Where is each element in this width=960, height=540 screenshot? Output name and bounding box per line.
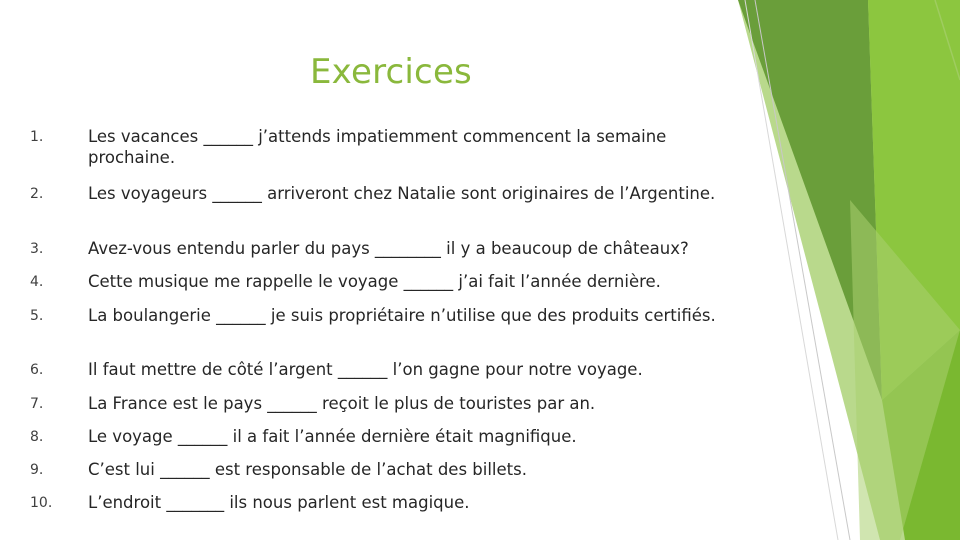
item-number: 4. <box>30 274 44 290</box>
item-text: Cette musique me rappelle le voyage ______ j’ai fait l’année dernière. <box>88 272 661 291</box>
item-text: La boulangerie ______ je suis propriétaire n’utilise que des produits certifiés. <box>88 306 716 325</box>
item-number: 3. <box>30 241 44 257</box>
item-number: 1. <box>30 129 44 145</box>
item-text: Les voyageurs ______ arriveront chez Natalie sont originaires de l’Argentine. <box>88 184 716 203</box>
item-text: Avez-vous entendu parler du pays ________ il y a beaucoup de châteaux? <box>88 239 689 258</box>
item-number: 5. <box>30 308 44 324</box>
item-number: 10. <box>30 495 53 511</box>
item-number: 8. <box>30 429 44 445</box>
item-number: 6. <box>30 362 44 378</box>
item-text: La France est le pays ______ reçoit le plus de touristes par an. <box>88 394 596 413</box>
item-number: 2. <box>30 186 44 202</box>
item-text: L’endroit _______ ils nous parlent est magique. <box>88 493 470 512</box>
item-text: Les vacances ______ j’attends impatiemment commencent la semaine prochaine. <box>88 127 667 167</box>
item-number: 9. <box>30 462 44 478</box>
item-number: 7. <box>30 396 44 412</box>
item-text: Il faut mettre de côté l’argent ______ l’on gagne pour notre voyage. <box>88 360 643 379</box>
slide-title: Exercices <box>310 52 472 92</box>
item-text: Le voyage ______ il a fait l’année dernière était magnifique. <box>88 427 577 446</box>
item-text: C’est lui ______ est responsable de l’achat des billets. <box>88 460 527 479</box>
